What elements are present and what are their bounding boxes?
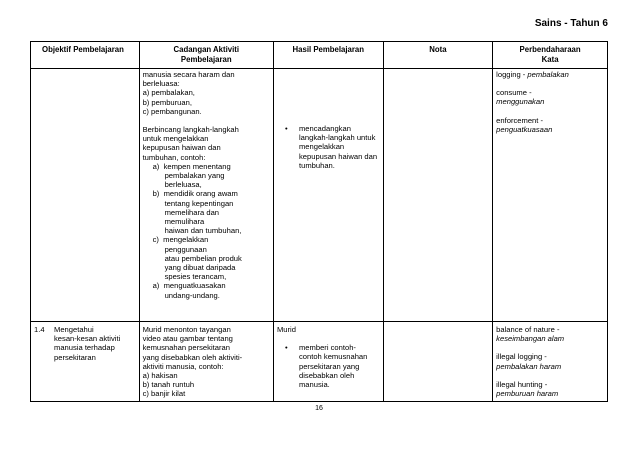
column-header-notes: Nota <box>383 42 493 69</box>
vocab-translation: penguatkuasaan <box>496 124 553 134</box>
lesson-plan-table <box>30 41 608 402</box>
activity-line: Murid menonton tayangan <box>142 325 231 334</box>
activity-line: tumbuhan, contoh: <box>142 152 206 162</box>
vocab-entry: enforcement - <box>496 115 544 125</box>
outcome-bullet: • mencadangkan langkah-langkah untuk mengelakkan kepupusan haiwan dan tumbuhan. <box>284 124 378 170</box>
vocab-translation: menggunakan <box>496 97 545 107</box>
list-item: a) kempen menentang <box>152 161 231 171</box>
activity-line: manusia secara haram dan <box>142 70 235 79</box>
outcome-cell <box>273 69 383 322</box>
vocab-translation: keseimbangan alam <box>496 334 565 344</box>
column-header-objective: Objektif Pembelajaran <box>31 42 140 69</box>
table-row <box>31 69 608 322</box>
list-item-cont: berleluasa, <box>164 180 202 190</box>
document-header-title: Sains - Tahun 6 <box>534 18 608 29</box>
vocab-entry: balance of nature - <box>496 325 560 334</box>
outcome-cell <box>273 322 383 402</box>
activity-line: yang disebabkan oleh aktiviti- <box>142 352 243 362</box>
activity-line: untuk mengelakkan <box>142 134 209 144</box>
column-header-vocabulary: Perbendaharaan Kata <box>493 42 608 69</box>
objective-number: 1.4 <box>34 325 45 334</box>
activity-line: b) tanah runtuh <box>142 380 195 390</box>
vocab-entry: logging - pembalakan <box>496 70 569 79</box>
list-item-cont: yang dibuat daripada <box>164 263 236 273</box>
outcome-bullet: • memberi contoh- contoh kemusnahan persekitaran yang disebabkan oleh manusia. <box>284 343 368 390</box>
activity-line: aktiviti manusia, contoh: <box>142 361 224 371</box>
activity-line: b) pemburuan, <box>142 97 192 107</box>
list-item-cont: tentang kepentingan <box>164 198 234 208</box>
vocabulary-cell <box>493 69 608 322</box>
list-item-cont: penggunaan <box>164 244 207 254</box>
vocab-entry: illegal hunting - <box>496 379 548 389</box>
vocab-entry: illegal logging - <box>496 352 547 362</box>
objective-line: 1.4 Mengetahui <box>34 325 94 334</box>
activity-line: a) pembalakan, <box>142 88 195 98</box>
bullet-icon: • <box>284 343 288 353</box>
activity-cell <box>139 322 273 402</box>
list-item-cont: atau pembelian produk <box>164 253 242 263</box>
vocab-translation: pemburuan haram <box>496 389 559 399</box>
table-row <box>31 322 608 402</box>
list-item-cont: undang-undang. <box>164 290 220 300</box>
bullet-icon: • <box>284 124 288 133</box>
objective-line: kesan-kesan aktiviti <box>54 334 121 344</box>
list-item-cont: pembalakan yang <box>164 171 225 181</box>
notes-cell <box>383 69 493 322</box>
table-header-row <box>31 42 608 69</box>
list-item: c) mengelakkan <box>152 235 209 245</box>
activity-line: kemusnahan persekitaran <box>142 343 230 353</box>
activity-line: berleluasa: <box>142 79 180 89</box>
list-item: a) menguatkuasakan <box>152 281 226 291</box>
objective-line: persekitaran <box>54 352 96 362</box>
list-item-cont: memulihara <box>164 217 205 227</box>
activity-line: a) hakisan <box>142 371 178 381</box>
vocab-entry: consume - <box>496 88 532 98</box>
activity-cell <box>139 69 273 322</box>
list-item-cont: spesies terancam, <box>164 272 227 282</box>
objective-cell <box>31 69 140 322</box>
list-item-cont: memelihara dan <box>164 207 220 217</box>
objective-line: manusia terhadap <box>54 343 115 353</box>
activity-line: kepupusan haiwan dan <box>142 143 221 153</box>
activity-line: c) banjir kilat <box>142 389 186 399</box>
column-header-outcome: Hasil Pembelajaran <box>273 42 383 69</box>
activity-line: Berbincang langkah-langkah <box>142 125 239 135</box>
page-number: 16 <box>315 405 323 412</box>
notes-cell <box>383 322 493 402</box>
outcome-heading: Murid <box>276 325 296 334</box>
objective-cell <box>31 322 140 402</box>
activity-line: c) pembangunan. <box>142 106 202 116</box>
list-item: b) mendidik orang awam <box>152 189 238 199</box>
vocabulary-cell <box>493 322 608 402</box>
vocab-translation: pembalakan haram <box>496 361 562 371</box>
list-item-cont: haiwan dan tumbuhan, <box>164 226 242 236</box>
activity-line: video atau gambar tentang <box>142 334 233 344</box>
column-header-activity: Cadangan Aktiviti Pembelajaran <box>139 42 273 69</box>
